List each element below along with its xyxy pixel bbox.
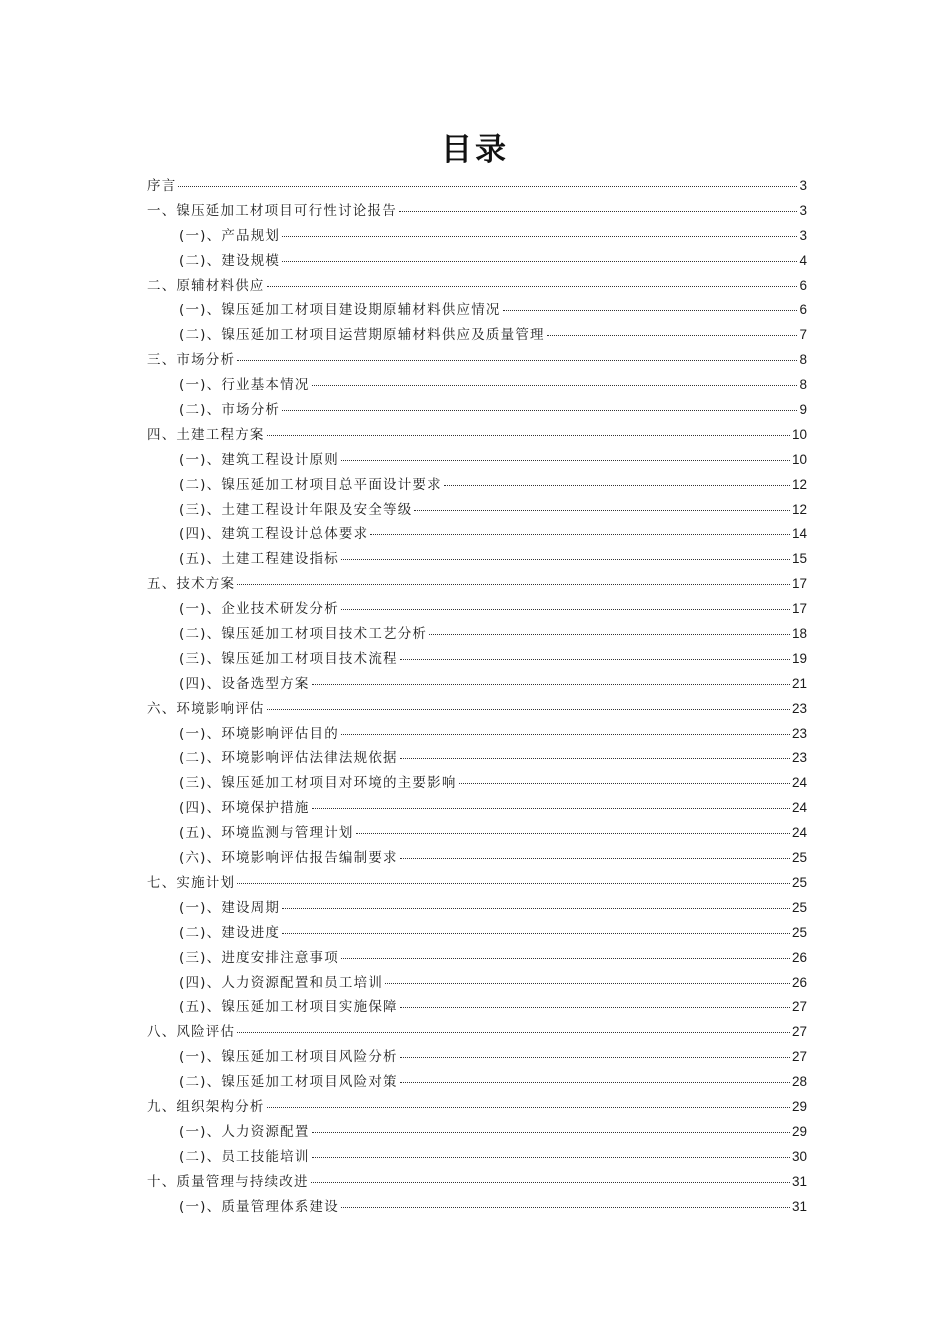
toc-page-number: 25 xyxy=(791,899,807,915)
toc-page-number: 3 xyxy=(799,202,807,218)
toc-page-number: 25 xyxy=(791,874,807,890)
toc-entry[interactable] xyxy=(147,298,807,323)
toc-entry-text: 十、质量管理与持续改进 xyxy=(147,1173,309,1190)
toc-dot-leader xyxy=(400,1007,790,1008)
toc-dot-leader xyxy=(282,410,797,411)
toc-entry[interactable] xyxy=(147,921,807,946)
toc-entry-text: 二、原辅材料供应 xyxy=(147,277,265,294)
toc-entry-text: 九、组织架构分析 xyxy=(147,1098,265,1115)
toc-dot-leader xyxy=(400,1082,790,1083)
toc-entry-text: (二)、镍压延加工材项目风险对策 xyxy=(179,1074,398,1091)
toc-dot-leader xyxy=(237,360,797,361)
toc-entry[interactable] xyxy=(147,1120,807,1145)
toc-entry[interactable] xyxy=(147,473,807,498)
toc-page-number: 25 xyxy=(791,850,807,866)
toc-page-number: 31 xyxy=(791,1198,807,1214)
toc-dot-leader xyxy=(312,808,790,809)
toc-dot-leader xyxy=(282,933,790,934)
toc-entry-text: (五)、镍压延加工材项目实施保障 xyxy=(179,999,398,1016)
toc-page-number: 27 xyxy=(791,1049,807,1065)
toc-entry[interactable] xyxy=(147,572,807,597)
toc-entry[interactable] xyxy=(147,697,807,722)
toc-entry[interactable] xyxy=(147,224,807,249)
toc-page-number: 10 xyxy=(791,451,807,467)
toc-entry-text: (二)、建设规模 xyxy=(179,252,281,269)
toc-page-number: 3 xyxy=(799,178,807,193)
toc-dot-leader xyxy=(547,335,798,336)
toc-page-number: 29 xyxy=(791,1098,807,1114)
toc-page-number: 27 xyxy=(791,999,807,1015)
toc-entry-text: (二)、镍压延加工材项目技术工艺分析 xyxy=(179,626,428,643)
toc-dot-leader xyxy=(341,460,790,461)
toc-dot-leader xyxy=(237,1032,790,1033)
toc-entry-text: (四)、人力资源配置和员工培训 xyxy=(179,974,384,991)
toc-page-number: 12 xyxy=(791,501,807,517)
toc-page-number: 3 xyxy=(799,227,807,243)
toc-page-number: 9 xyxy=(799,402,807,418)
toc-page-number: 4 xyxy=(799,252,807,268)
toc-entry-text: (二)、镍压延加工材项目总平面设计要求 xyxy=(179,476,442,493)
toc-page-number: 17 xyxy=(791,576,807,592)
toc-dot-leader xyxy=(267,286,798,287)
toc-entry[interactable] xyxy=(147,647,807,672)
toc-entry[interactable] xyxy=(147,946,807,971)
toc-dot-leader xyxy=(341,1207,790,1208)
toc-dot-leader xyxy=(341,958,790,959)
toc-page-number: 19 xyxy=(791,650,807,666)
toc-dot-leader xyxy=(459,783,790,784)
toc-dot-leader xyxy=(341,559,790,560)
toc-entry[interactable] xyxy=(147,522,807,547)
toc-page-number: 17 xyxy=(791,601,807,617)
toc-entry[interactable] xyxy=(147,199,807,224)
toc-entry-text: 三、市场分析 xyxy=(147,352,236,369)
toc-page-number: 14 xyxy=(791,526,807,542)
toc-entry[interactable] xyxy=(147,846,807,871)
toc-entry[interactable] xyxy=(147,1070,807,1095)
toc-entry[interactable] xyxy=(147,1045,807,1070)
toc-dot-leader xyxy=(282,261,797,262)
toc-entry-text: (四)、设备选型方案 xyxy=(179,675,310,692)
toc-dot-leader xyxy=(282,908,790,909)
toc-entry[interactable] xyxy=(147,1020,807,1045)
toc-entry[interactable] xyxy=(147,722,807,747)
toc-entry[interactable] xyxy=(147,971,807,996)
toc-dot-leader xyxy=(178,186,797,187)
toc-page-number: 26 xyxy=(791,949,807,965)
toc-dot-leader xyxy=(400,659,790,660)
toc-entry[interactable] xyxy=(147,746,807,771)
toc-entry-text: (一)、建筑工程设计原则 xyxy=(179,451,339,468)
toc-entry-text: (一)、质量管理体系建设 xyxy=(179,1198,339,1215)
toc-entry-text: (一)、环境影响评估目的 xyxy=(179,725,339,742)
toc-page-number: 18 xyxy=(791,626,807,642)
toc-entry-text: (三)、土建工程设计年限及安全等级 xyxy=(179,501,413,518)
toc-dot-leader xyxy=(312,1157,790,1158)
toc-entry-text: (三)、进度安排注意事项 xyxy=(179,949,339,966)
toc-dot-leader xyxy=(356,833,790,834)
toc-entry-text: 一、镍压延加工材项目可行性讨论报告 xyxy=(147,202,397,219)
toc-entry[interactable] xyxy=(147,896,807,921)
toc-page-number: 27 xyxy=(791,1024,807,1040)
toc-entry[interactable] xyxy=(147,995,807,1020)
toc-entry-text: (二)、员工技能培训 xyxy=(179,1148,310,1165)
toc-entry[interactable] xyxy=(147,1145,807,1170)
toc-page-number: 15 xyxy=(791,551,807,567)
toc-entry[interactable] xyxy=(147,1195,807,1220)
toc-entry[interactable] xyxy=(147,597,807,622)
toc-entry-text: 序言 xyxy=(147,178,177,194)
toc-entry-text: (一)、产品规划 xyxy=(179,227,281,244)
toc-entry-text: (一)、人力资源配置 xyxy=(179,1123,310,1140)
toc-entry[interactable] xyxy=(147,448,807,473)
toc-entry-text: (一)、行业基本情况 xyxy=(179,377,310,394)
toc-entry[interactable] xyxy=(147,622,807,647)
toc-entry[interactable] xyxy=(147,348,807,373)
toc-entry-text: (二)、市场分析 xyxy=(179,402,281,419)
toc-dot-leader xyxy=(385,983,790,984)
toc-entry-text: (一)、建设周期 xyxy=(179,899,281,916)
toc-entry[interactable] xyxy=(147,796,807,821)
toc-dot-leader xyxy=(444,485,790,486)
toc-page-number: 25 xyxy=(791,924,807,940)
toc-dot-leader xyxy=(267,1107,790,1108)
toc-page-number: 24 xyxy=(791,800,807,816)
toc-entry[interactable] xyxy=(147,821,807,846)
toc-entry[interactable] xyxy=(147,423,807,448)
toc-entry-text: (一)、企业技术研发分析 xyxy=(179,601,339,618)
toc-entry-text: (一)、镍压延加工材项目风险分析 xyxy=(179,1049,398,1066)
toc-page-number: 23 xyxy=(791,700,807,716)
toc-entry[interactable] xyxy=(147,323,807,348)
toc-page-number: 7 xyxy=(799,327,807,343)
toc-entry-text: (二)、环境影响评估法律法规依据 xyxy=(179,750,398,767)
toc-entry-text: (六)、环境影响评估报告编制要求 xyxy=(179,850,398,867)
toc-entry-text: (三)、镍压延加工材项目技术流程 xyxy=(179,650,398,667)
toc-entry-text: (三)、镍压延加工材项目对环境的主要影响 xyxy=(179,775,457,792)
toc-dot-leader xyxy=(400,758,790,759)
toc-entry-text: 四、土建工程方案 xyxy=(147,426,265,443)
toc-page-number: 6 xyxy=(799,302,807,318)
toc-page-number: 6 xyxy=(799,277,807,293)
toc-list xyxy=(147,174,807,1219)
toc-dot-leader xyxy=(267,435,790,436)
toc-entry-text: (五)、土建工程建设指标 xyxy=(179,551,339,568)
toc-entry[interactable] xyxy=(147,547,807,572)
toc-dot-leader xyxy=(237,584,790,585)
toc-entry-text: (二)、镍压延加工材项目运营期原辅材料供应及质量管理 xyxy=(179,327,545,344)
toc-page-number: 23 xyxy=(791,750,807,766)
toc-dot-leader xyxy=(312,385,798,386)
toc-dot-leader xyxy=(237,883,790,884)
toc-entry[interactable] xyxy=(147,398,807,423)
toc-page-number: 10 xyxy=(791,426,807,442)
toc-dot-leader xyxy=(503,310,798,311)
toc-dot-leader xyxy=(312,684,790,685)
toc-dot-leader xyxy=(282,236,797,237)
toc-entry-text: (四)、环境保护措施 xyxy=(179,800,310,817)
toc-page-number: 21 xyxy=(791,675,807,691)
toc-dot-leader xyxy=(341,734,790,735)
toc-entry[interactable] xyxy=(147,1095,807,1120)
toc-page-number: 31 xyxy=(791,1173,807,1189)
toc-page-number: 24 xyxy=(791,825,807,841)
toc-entry[interactable] xyxy=(147,249,807,274)
toc-dot-leader xyxy=(341,609,790,610)
toc-entry-text: (二)、建设进度 xyxy=(179,924,281,941)
toc-page-number: 29 xyxy=(791,1123,807,1139)
toc-dot-leader xyxy=(312,1132,790,1133)
toc-dot-leader xyxy=(400,858,790,859)
toc-page-number: 23 xyxy=(791,725,807,741)
toc-page-number: 26 xyxy=(791,974,807,990)
toc-dot-leader xyxy=(400,1057,790,1058)
toc-dot-leader xyxy=(429,634,790,635)
toc-entry-text: (一)、镍压延加工材项目建设期原辅材料供应情况 xyxy=(179,302,501,319)
toc-entry[interactable] xyxy=(147,672,807,697)
toc-page-number: 12 xyxy=(791,476,807,492)
toc-entry[interactable] xyxy=(147,771,807,796)
toc-entry-text: (四)、建筑工程设计总体要求 xyxy=(179,526,369,543)
toc-entry[interactable] xyxy=(147,373,807,398)
toc-entry-text: 八、风险评估 xyxy=(147,1024,236,1041)
toc-dot-leader xyxy=(370,534,790,535)
toc-page-number: 8 xyxy=(799,377,807,393)
toc-entry[interactable] xyxy=(147,174,807,199)
toc-dot-leader xyxy=(399,211,798,212)
toc-page-number: 8 xyxy=(799,352,807,368)
toc-dot-leader xyxy=(414,510,790,511)
toc-entry[interactable] xyxy=(147,1170,807,1195)
toc-page-number: 28 xyxy=(791,1074,807,1090)
toc-entry-text: 五、技术方案 xyxy=(147,576,236,593)
toc-entry[interactable] xyxy=(147,274,807,299)
toc-dot-leader xyxy=(267,709,790,710)
toc-page-number: 30 xyxy=(791,1148,807,1164)
toc-title: 目录 xyxy=(441,132,509,168)
toc-dot-leader xyxy=(311,1182,790,1183)
toc-entry[interactable] xyxy=(147,498,807,523)
toc-page-number: 24 xyxy=(791,775,807,791)
toc-entry-text: 七、实施计划 xyxy=(147,874,236,891)
toc-entry-text: 六、环境影响评估 xyxy=(147,700,265,717)
toc-entry-text: (五)、环境监测与管理计划 xyxy=(179,825,354,842)
toc-entry[interactable] xyxy=(147,871,807,896)
